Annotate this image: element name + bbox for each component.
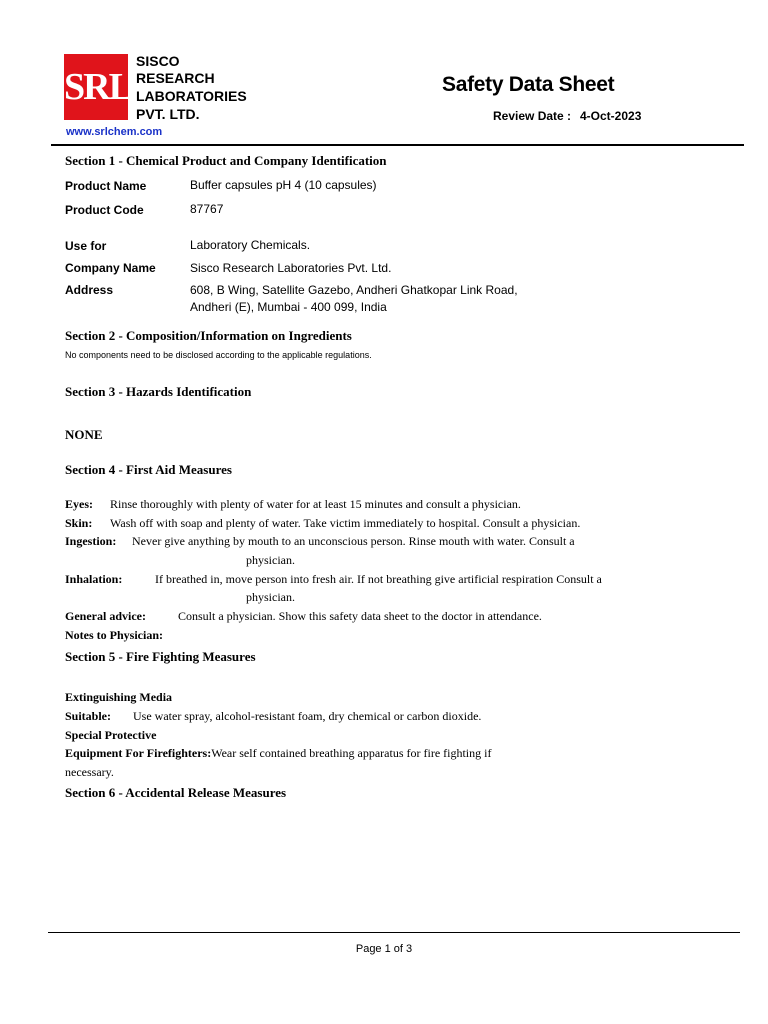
section-1-heading: Section 1 - Chemical Product and Company Identification	[65, 153, 387, 168]
special-protective-label: Special Protective	[65, 728, 157, 742]
address-line-2: Andheri (E), Mumbai - 400 099, India	[190, 300, 387, 314]
extinguishing-media-label: Extinguishing Media	[65, 690, 173, 704]
section-2-heading: Section 2 - Composition/Information on Ingredients	[65, 328, 352, 343]
equipment-text: Wear self contained breathing apparatus for fire fighting if	[211, 746, 492, 760]
inhalation-text-continued: physician.	[246, 590, 295, 604]
ingestion-text-continued: physician.	[246, 553, 295, 567]
section-3-heading: Section 3 - Hazards Identification	[65, 384, 252, 399]
company-name-line-1: SISCO	[136, 53, 180, 69]
page-number: Page 1 of 3	[355, 943, 413, 955]
website-link[interactable]: www.srlchem.com	[66, 126, 163, 138]
notes-to-physician-label: Notes to Physician:	[65, 628, 163, 642]
suitable-label: Suitable:	[65, 709, 112, 723]
equipment-text-continued: necessary.	[65, 765, 114, 779]
section-6-heading: Section 6 - Accidental Release Measures	[65, 785, 287, 800]
header-divider	[51, 144, 744, 146]
company-name-line-3: LABORATORIES	[136, 88, 247, 104]
eyes-text: Rinse thoroughly with plenty of water for at least 15 minutes and consult a physician.	[110, 497, 521, 511]
hazards-value: NONE	[65, 427, 103, 442]
equipment-line	[65, 746, 491, 761]
general-advice-text: Consult a physician. Show this safety data sheet to the doctor in attendance.	[178, 609, 542, 623]
skin-text: Wash off with soap and plenty of water. Take victim immediately to hospital. Consult a physician.	[110, 516, 581, 530]
ingestion-label: Ingestion:	[65, 534, 117, 548]
review-date-label: Review Date :	[493, 109, 572, 123]
section-2-note: No components need to be disclosed according to the applicable regulations.	[65, 350, 372, 360]
equipment-label: Equipment For Firefighters:	[65, 746, 212, 760]
product-code-value: 87767	[190, 202, 224, 216]
product-name-value: Buffer capsules pH 4 (10 capsules)	[190, 178, 377, 192]
document-title: Safety Data Sheet	[442, 73, 615, 96]
inhalation-label: Inhalation:	[65, 572, 123, 586]
product-name-label: Product Name	[65, 179, 147, 193]
logo-text: SRL	[64, 66, 132, 108]
skin-label: Skin:	[65, 516, 93, 530]
footer-divider	[48, 932, 740, 933]
company-name-label: Company Name	[65, 261, 156, 275]
suitable-text: Use water spray, alcohol-resistant foam, dry chemical or carbon dioxide.	[133, 709, 482, 723]
eyes-label: Eyes:	[65, 497, 93, 511]
review-date-value: 4-Oct-2023	[580, 109, 642, 123]
inhalation-text: If breathed in, move person into fresh air. If not breathing give artificial respiration Consult a	[155, 572, 602, 586]
use-for-label: Use for	[65, 239, 107, 253]
address-label: Address	[65, 283, 114, 297]
section-4-heading: Section 4 - First Aid Measures	[65, 462, 232, 477]
general-advice-label: General advice:	[65, 609, 146, 623]
ingestion-text: Never give anything by mouth to an unconscious person. Rinse mouth with water. Consult a	[132, 534, 575, 548]
section-5-heading: Section 5 - Fire Fighting Measures	[65, 649, 256, 664]
use-for-value: Laboratory Chemicals.	[190, 238, 311, 252]
company-name-line-2: RESEARCH	[136, 70, 215, 86]
company-name-line-4: PVT. LTD.	[136, 106, 200, 122]
product-code-label: Product Code	[65, 203, 144, 217]
company-name-value: Sisco Research Laboratories Pvt. Ltd.	[190, 261, 392, 275]
address-line-1: 608, B Wing, Satellite Gazebo, Andheri Ghatkopar Link Road,	[190, 283, 518, 297]
